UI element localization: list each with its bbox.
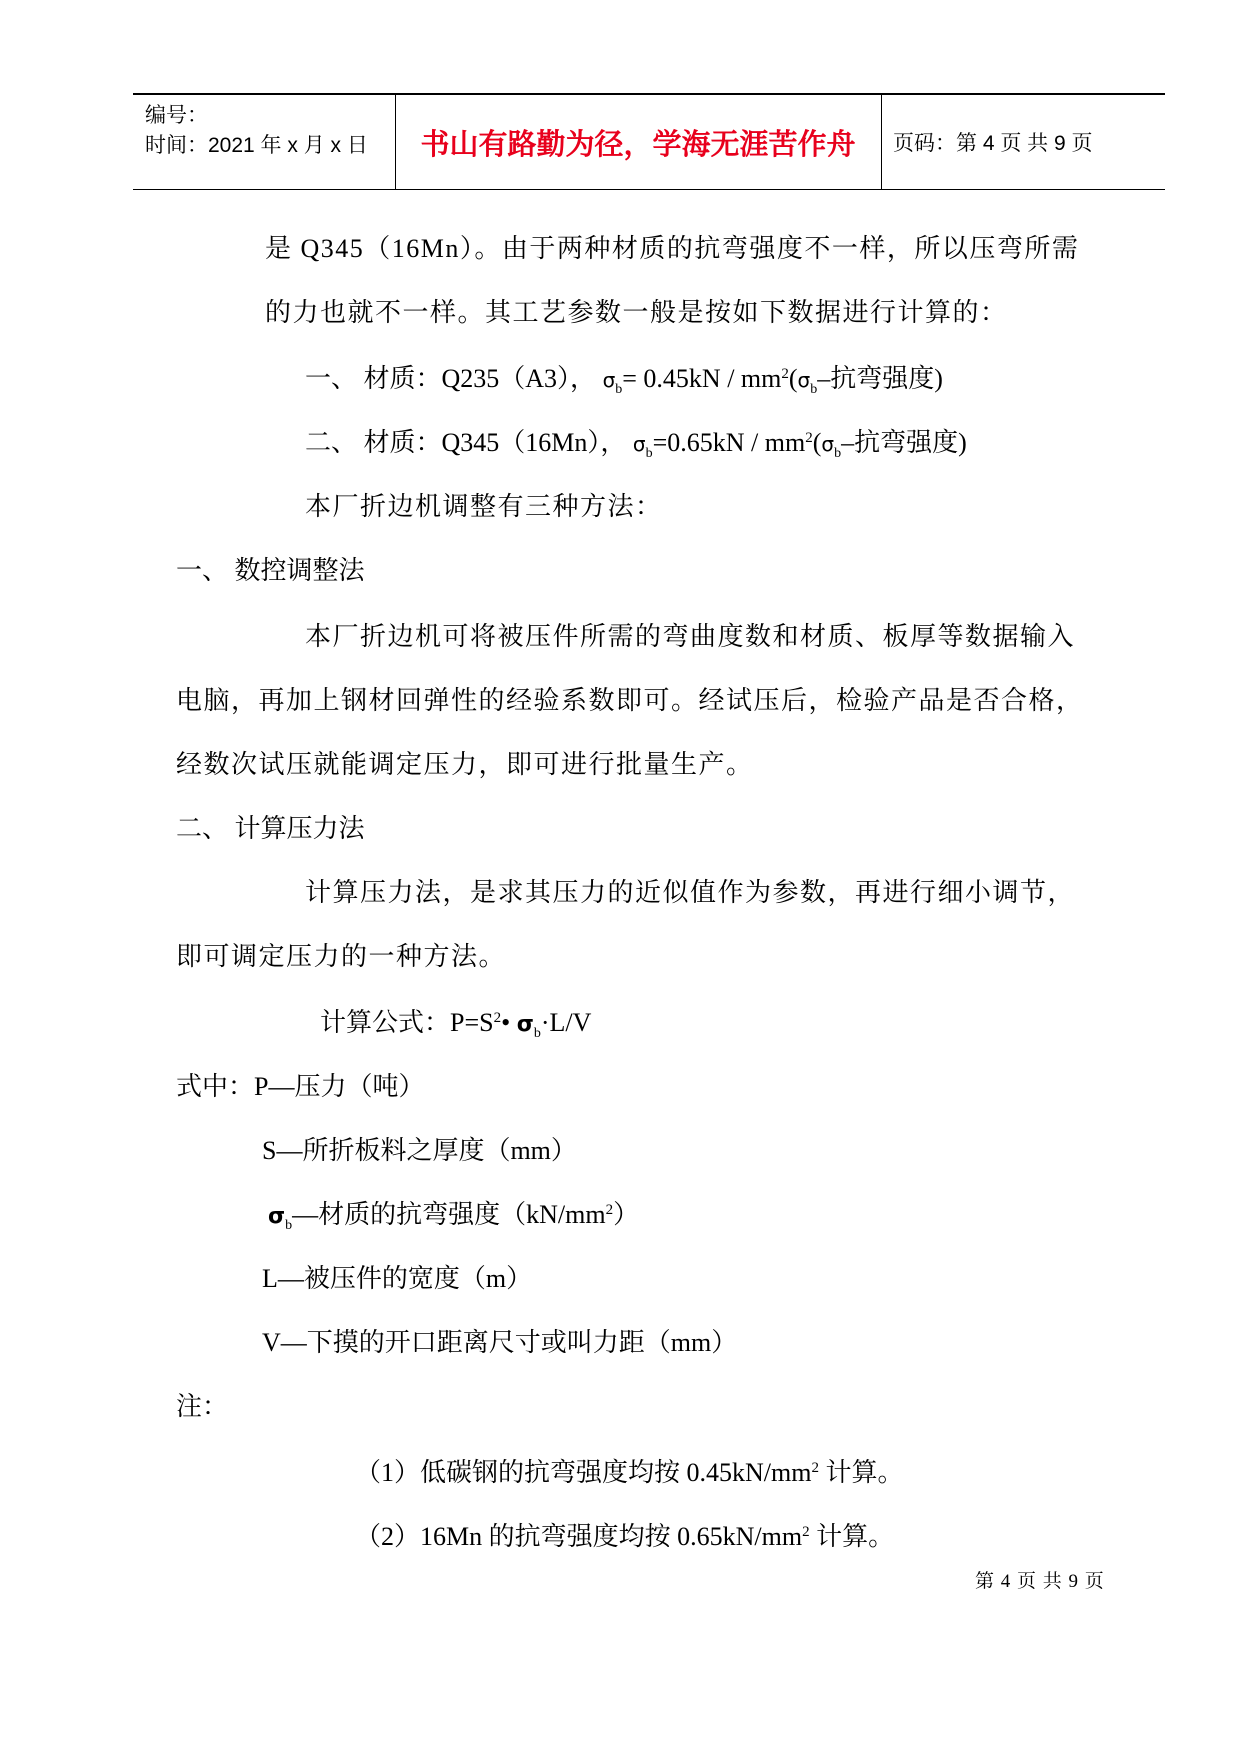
material-line-q235 [305, 362, 943, 397]
superscript-2: 2 [605, 1202, 614, 1218]
definition-sigma-text: —材质的抗弯强度（kN/mm [292, 1200, 606, 1229]
definition-s: S—所折板料之厚度（mm） [262, 1136, 577, 1165]
paren-open: ( [788, 364, 798, 393]
body-line-2: 的力也就不一样。其工艺参数一般是按如下数据进行计算的： [265, 298, 1008, 327]
definition-p: 式中：P—压力（吨） [176, 1072, 425, 1101]
section-1-para-line-1: 本厂折边机可将被压件所需的弯曲度数和材质、板厚等数据输入 [305, 622, 1076, 651]
header-meta [145, 101, 368, 161]
section-2-para-line-1: 计算压力法，是求其压力的近似值作为参数，再进行细小调节， [305, 878, 1076, 907]
sigma-subscript: b [533, 1026, 541, 1041]
sigma-subscript: b [285, 1218, 293, 1233]
superscript-2: 2 [493, 1010, 502, 1026]
header-page-info: 页码：第 4 页 共 9 页 [893, 132, 1093, 155]
sigma-symbol: σ [821, 432, 835, 456]
formula-text: 计算公式：P=S [320, 1008, 494, 1037]
superscript-2: 2 [811, 1460, 819, 1476]
header-divider-right [881, 95, 882, 189]
paren-open: ( [812, 428, 822, 457]
material-q345-label: 二、 材质：Q345（16Mn）， [305, 428, 633, 457]
definition-v: V—下摸的开口距离尺寸或叫力距（mm） [262, 1328, 738, 1357]
sigma-symbol: σ [602, 368, 616, 392]
sigma-subscript: b [810, 382, 818, 397]
material-q345-value: =0.65kN / mm [652, 428, 806, 457]
note-item-2-text: （2）16Mn 的抗弯强度均按 0.65kN/mm [355, 1522, 803, 1551]
material-q235-note: –抗弯强度) [817, 364, 943, 393]
formula-dot: • [501, 1008, 517, 1037]
sigma-symbol: σ [797, 368, 811, 392]
note-item-1-text: （1）低碳钢的抗弯强度均按 0.45kN/mm [355, 1458, 812, 1487]
note-item-2-tail: 计算。 [809, 1522, 895, 1551]
note-item-1 [355, 1456, 903, 1490]
material-q235-value: = 0.45kN / mm [622, 364, 782, 393]
note-item-1-tail: 计算。 [818, 1458, 904, 1487]
sigma-symbol: σ [632, 432, 646, 456]
superscript-2: 2 [805, 430, 813, 446]
superscript-2: 2 [781, 366, 789, 382]
formula-tail: ·L/V [540, 1008, 592, 1037]
page-footer: 第 4 页 共 9 页 [975, 1571, 1105, 1592]
formula-line [320, 1006, 591, 1042]
sigma-subscript: b [615, 382, 623, 397]
note-label: 注： [176, 1392, 229, 1421]
section-1-para-line-3: 经数次试压就能调定压力，即可进行批量生产。 [176, 750, 754, 779]
material-q345-note: –抗弯强度) [841, 428, 967, 457]
sigma-subscript: b [645, 446, 653, 461]
document-number-label: 编号： [145, 104, 208, 127]
section-heading-2: 二、 计算压力法 [176, 814, 365, 843]
header-motto: 书山有路勤为径，学海无涯苦作舟 [420, 126, 856, 161]
definition-l: L—被压件的宽度（m） [262, 1264, 533, 1293]
paren-close: ） [613, 1200, 640, 1229]
section-2-para-line-2: 即可调定压力的一种方法。 [176, 942, 507, 971]
definition-sigma [268, 1198, 639, 1234]
section-1-para-line-2: 电脑，再加上钢材回弹性的经验系数即可。经试压后，检验产品是否合格， [176, 686, 1084, 715]
body-line-1: 是 Q345（16Mn）。由于两种材质的抗弯强度不一样，所以压弯所需 [265, 234, 1080, 263]
sigma-symbol: σ [268, 1204, 286, 1229]
superscript-2: 2 [802, 1524, 810, 1540]
page-header [133, 93, 1165, 190]
sigma-subscript: b [834, 446, 842, 461]
sigma-symbol: σ [516, 1012, 534, 1037]
material-q235-label: 一、 材质：Q235（A3）， [305, 364, 603, 393]
note-item-2 [355, 1520, 894, 1554]
methods-intro: 本厂折边机调整有三种方法： [305, 492, 663, 521]
section-heading-1: 一、 数控调整法 [176, 556, 365, 585]
material-line-q345 [305, 426, 967, 461]
document-time-label: 时间：2021 年 x 月 x 日 [145, 134, 368, 157]
